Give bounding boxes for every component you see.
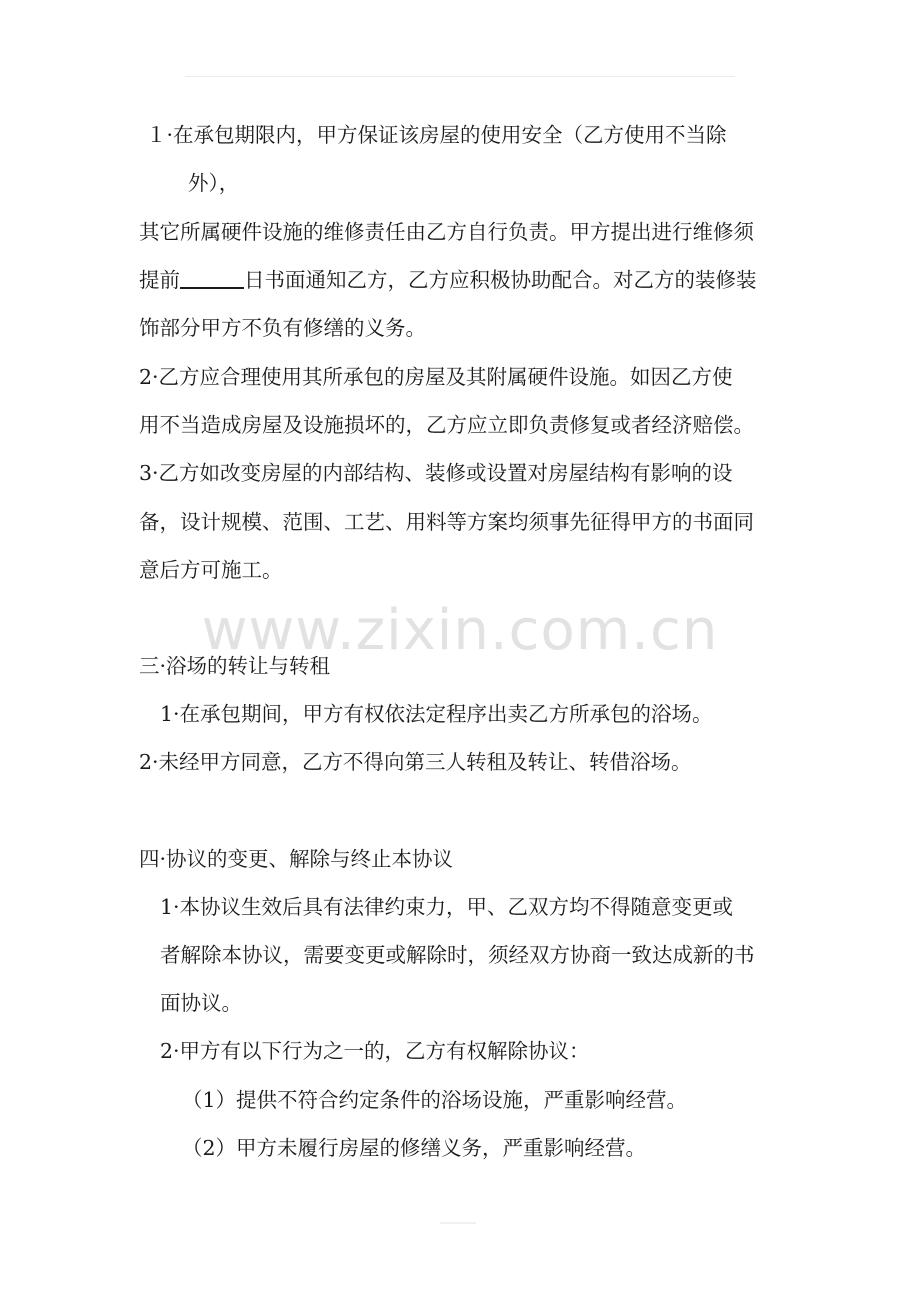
- clause-line: 2·甲方有以下行为之一的，乙方有权解除协议：: [160, 1039, 590, 1063]
- clause-line: 1·本协议生效后具有法律约束力，甲、乙双方均不得随意变更或: [160, 895, 734, 919]
- clause-1-line: １·在承包期限内，甲方保证该房屋的使用安全（乙方使用不当除: [146, 123, 727, 147]
- clause-line: 1·在承包期间，甲方有权依法定程序出卖乙方所承包的浴场。: [160, 702, 713, 726]
- section-heading: 三·浴场的转让与转租: [139, 654, 331, 678]
- paragraph-text: 日书面通知乙方，乙方应积极协助配合。对乙方的装修装: [244, 268, 757, 292]
- paragraph-line: [139, 265, 757, 295]
- clause-1-line: 外），: [188, 171, 240, 195]
- section-heading: 四·协议的变更、解除与终止本协议: [139, 847, 454, 871]
- paragraph-text: 提前: [139, 268, 180, 292]
- footer-mark: [440, 1222, 476, 1224]
- clause-2-line: 用不当造成房屋及设施损坏的，乙方应立即负责修复或者经济赔偿。: [139, 413, 754, 437]
- clause-line: 2·未经甲方同意，乙方不得向第三人转租及转让、转借浴场。: [139, 750, 692, 774]
- fill-in-blank: [180, 267, 244, 289]
- paragraph-line: 饰部分甲方不负有修缮的义务。: [139, 316, 426, 340]
- header-rule: [185, 76, 735, 77]
- clause-3-line: 备，设计规模、范围、工艺、用料等方案均须事先征得甲方的书面同: [139, 510, 754, 534]
- sub-item: （2）甲方未履行房屋的修缮义务，严重影响经营。: [182, 1136, 647, 1160]
- sub-item: （1）提供不符合约定条件的浴场设施，严重影响经营。: [182, 1088, 688, 1112]
- clause-3-line: 3·乙方如改变房屋的内部结构、装修或设置对房屋结构有影响的设: [139, 461, 733, 485]
- paragraph-line: 其它所属硬件设施的维修责任由乙方自行负责。甲方提出进行维修须: [139, 220, 754, 244]
- clause-2-line: 2·乙方应合理使用其所承包的房屋及其附属硬件设施。如因乙方使: [139, 365, 733, 389]
- clause-3-line: 意后方可施工。: [139, 558, 283, 582]
- watermark: www.zixin.com.cn: [201, 598, 719, 663]
- clause-line: 面协议。: [160, 991, 242, 1015]
- clause-line: 者解除本协议，需要变更或解除时，须经双方协商一致达成新的书: [160, 943, 755, 967]
